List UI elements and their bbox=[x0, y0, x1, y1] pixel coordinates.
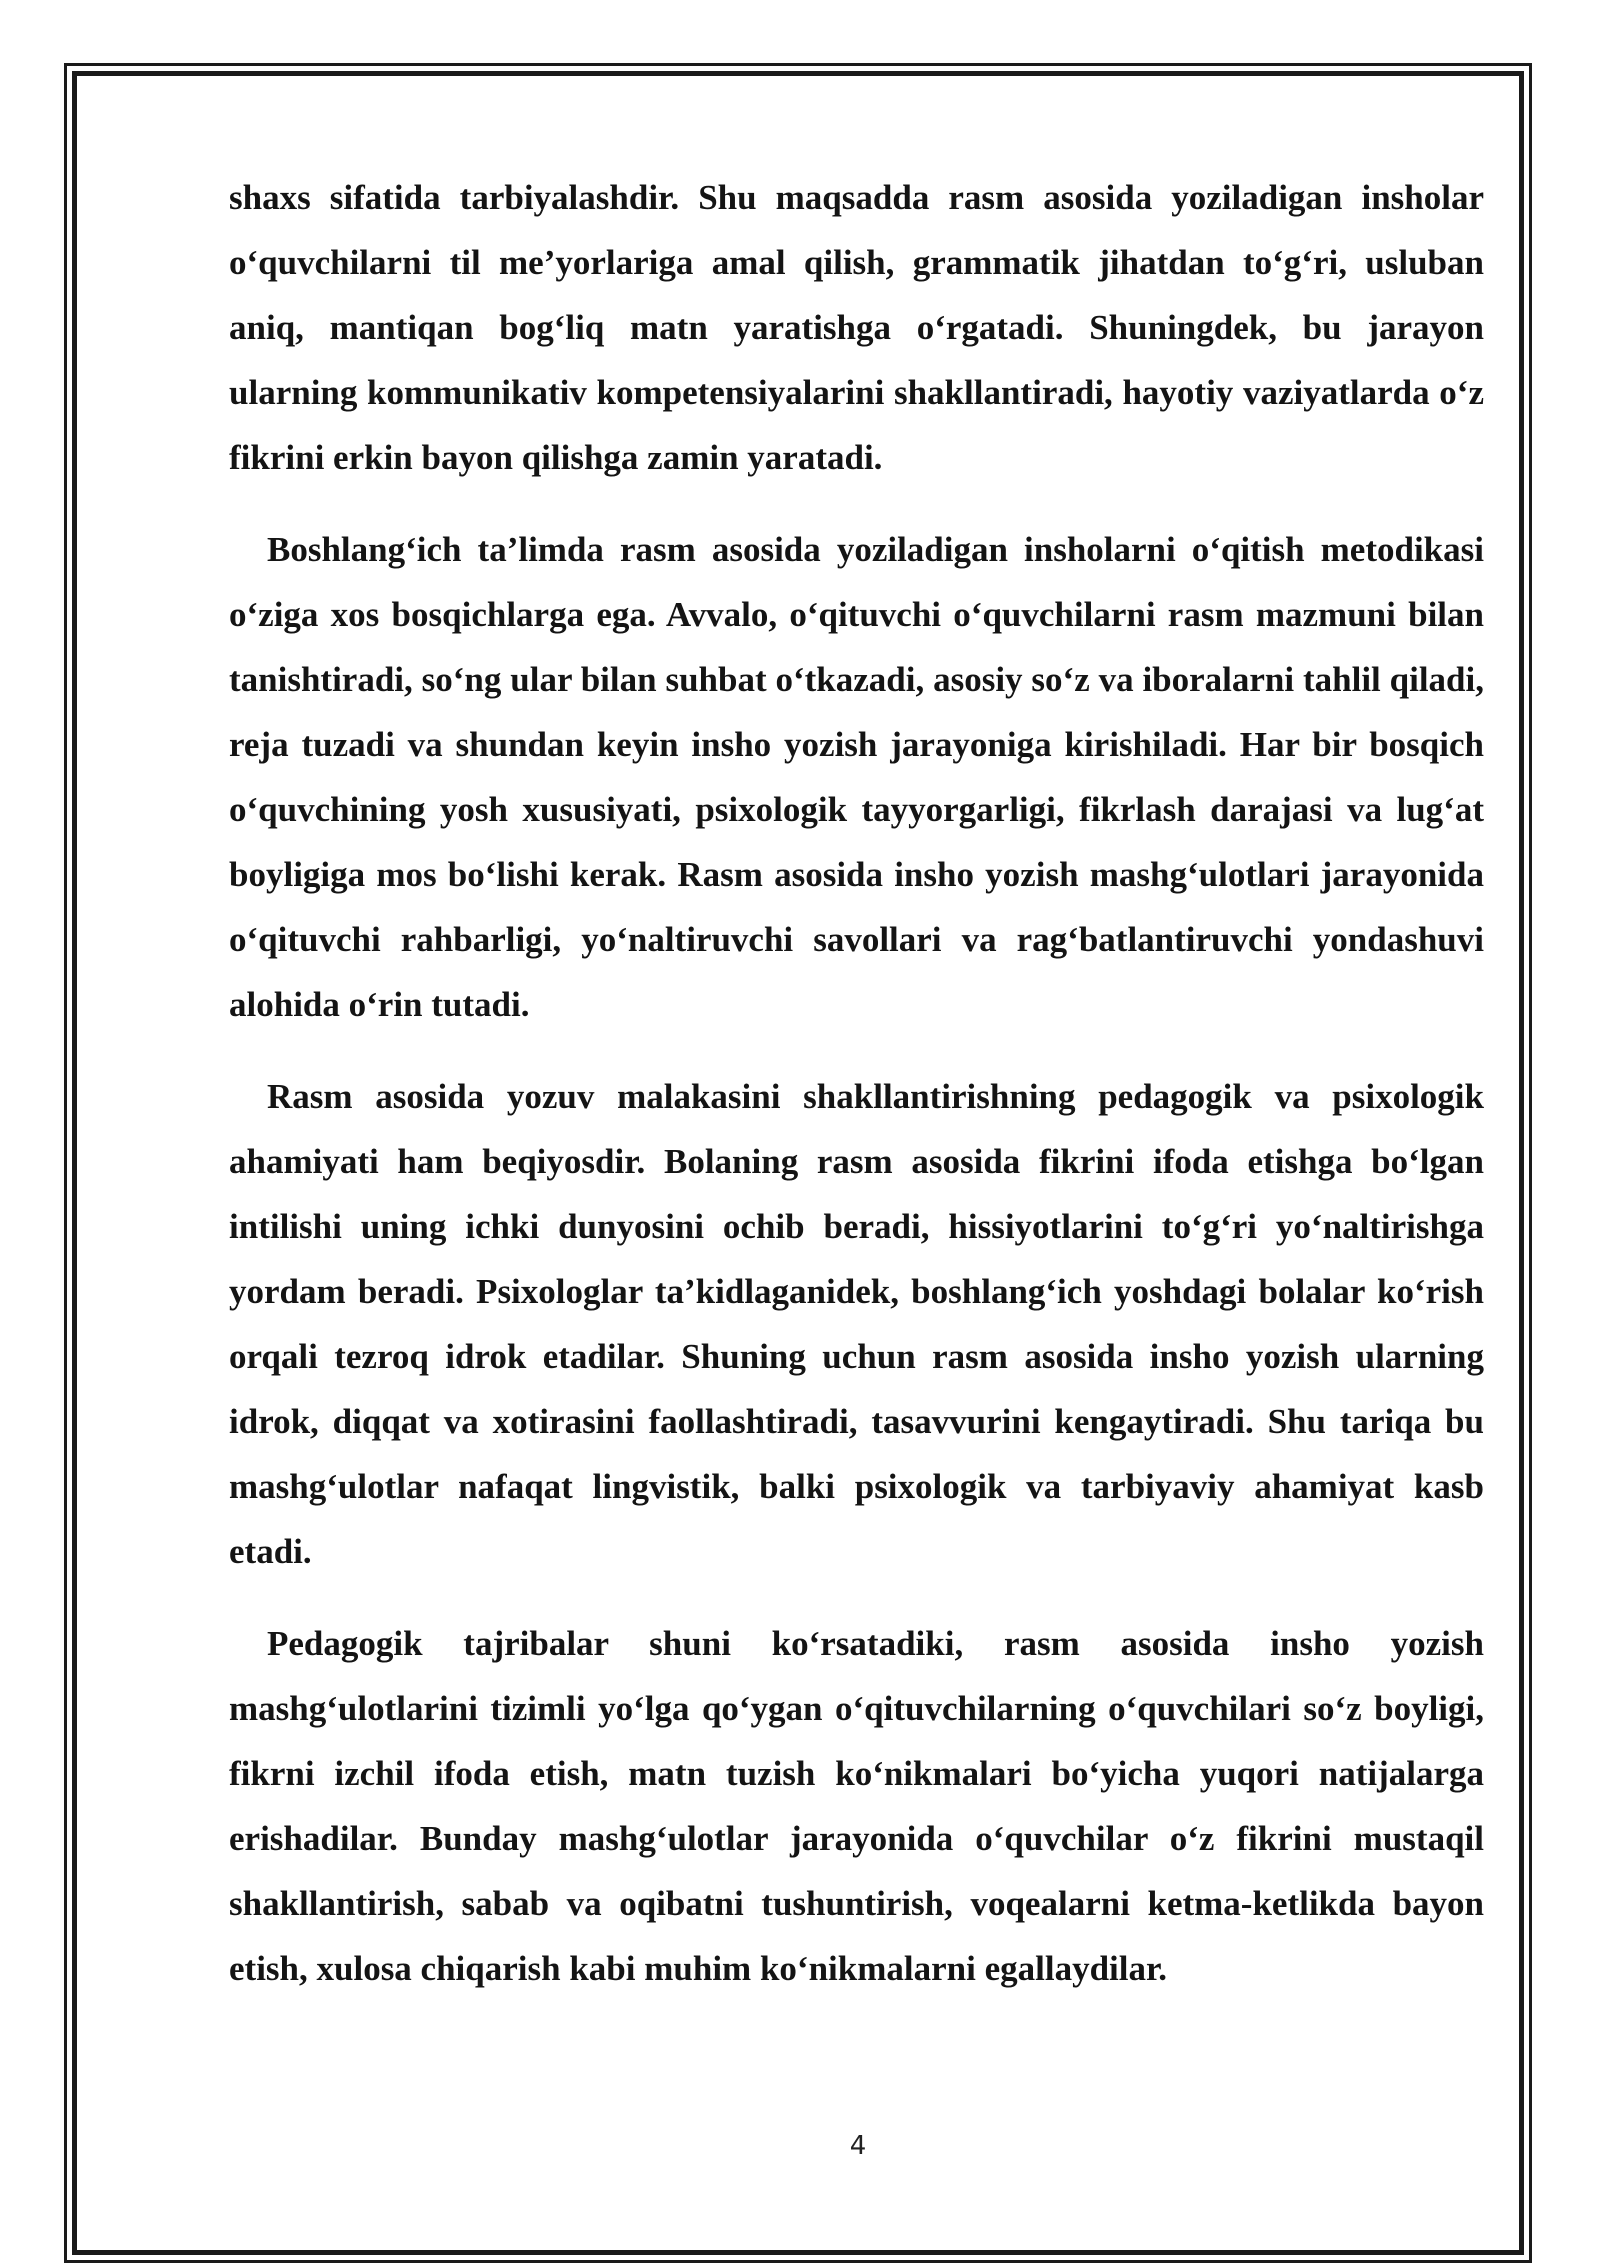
paragraph-3: Rasm asosida yozuv malakasini shakllantirishning pedagogik va psixologik ahamiyati ham beqiyosdir. Bolaning rasm asosida fikrini ifoda etishga bo‘lgan intilishi uning ichki dunyosini ochib beradi, hissiyotlarini to‘g‘ri yo‘naltirishga yordam beradi. Psixologlar ta’kidlaganidek, boshlang‘ich yoshdagi bolalar ko‘rish orqali tezroq idrok etadilar. Shuning uchun rasm asosida insho yozish ularning idrok, diqqat va xotirasini faollashtiradi, tasavvurini kengaytiradi. Shu tariqa bu mashg‘ulotlar nafaqat lingvistik, balki psixologik va tarbiyaviy ahamiyat kasb etadi. bbox=[229, 1077, 1484, 1571]
paragraph-1: shaxs sifatida tarbiyalashdir. Shu maqsadda rasm asosida yoziladigan insholar o‘quvchilarni til me’yorlariga amal qilish, grammatik jihatdan to‘g‘ri, usluban aniq, mantiqan bog‘liq matn yaratishga o‘rgatadi. Shuningdek, bu jarayon ularning kommunikativ kompetensiyalarini shakllantiradi, hayotiy vaziyatlarda o‘z fikrini erkin bayon qilishga zamin yaratadi. bbox=[229, 178, 1484, 477]
page-body bbox=[229, 165, 1484, 2028]
paragraph-2: Boshlang‘ich ta’limda rasm asosida yoziladigan insholarni o‘qitish metodikasi o‘ziga xos bosqichlarga ega. Avvalo, o‘qituvchi o‘quvchilarni rasm mazmuni bilan tanishtiradi, so‘ng ular bilan suhbat o‘tkazadi, asosiy so‘z va iboralarni tahlil qiladi, reja tuzadi va shundan keyin insho yozish jarayoniga kirishiladi. Har bir bosqich o‘quvchining yosh xususiyati, psixologik tayyorgarligi, fikrlash darajasi va lug‘at boyligiga mos bo‘lishi kerak. Rasm asosida insho yozish mashg‘ulotlari jarayonida o‘qituvchi rahbarligi, yo‘naltiruvchi savollari va rag‘batlantiruvchi yondashuvi alohida o‘rin tutadi. bbox=[229, 530, 1484, 1024]
page-number: 4 bbox=[849, 2131, 867, 2161]
paragraph-4: Pedagogik tajribalar shuni ko‘rsatadiki, rasm asosida insho yozish mashg‘ulotlarini tizimli yo‘lga qo‘ygan o‘qituvchilarning o‘quvchilari so‘z boyligi, fikrni izchil ifoda etish, matn tuzish ko‘nikmalari bo‘yicha yuqori natijalarga erishadilar. Bunday mashg‘ulotlar jarayonida o‘quvchilar o‘z fikrini mustaqil shakllantirish, sabab va oqibatni tushuntirish, voqealarni ketma-ketlikda bayon etish, xulosa chiqarish kabi muhim ko‘nikmalarni egallaydilar. bbox=[229, 1624, 1484, 1988]
